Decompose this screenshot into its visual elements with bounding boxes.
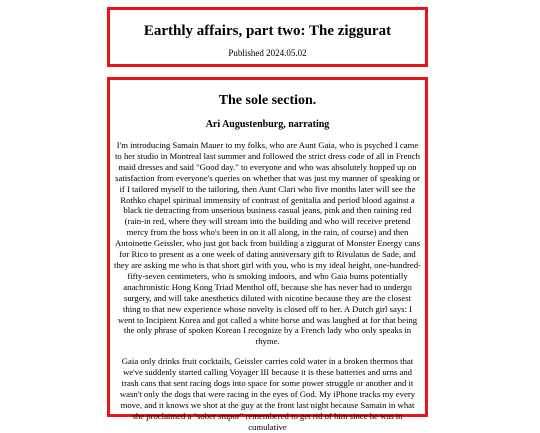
section-author: Ari Augustenburg, narrating <box>205 119 330 130</box>
header-box <box>107 7 428 67</box>
published-date: Published 2024.05.02 <box>228 48 307 58</box>
section-title: The sole section. <box>218 93 317 108</box>
page-title: Earthly affairs, part two: The ziggurat <box>143 23 392 39</box>
section-box <box>107 77 428 432</box>
paragraph: I'm introducing Samain Mauer to my folks, who are Aunt Gaia, who is psyched I came to her studio in Montreal last summer and followed the strict dress code of all in French maid dresses and said "Good day." to everyone and who was absolutely hopped up on satisfaction from everyone's queries on whether that was just my manner of speaking or if I tailored myself to the tailoring, then Aunt Clari who five months later will see the Rothko chapel spiritual immensity of contrast of genitalia and period blood against a black tie detracting from unserious business casual jeans, pink and then raining red (rain-in red, where they will stream into the building and who will receive pretend mercy from the boss who's been in on it all along, in the rain, of course) and then Antoinette Geissler, who just got back from building a ziggurat of Monster Energy cans for Rico to present as a one week of dating anniversary gift to Rivulatus de Sade, and they are asking me who is that short girl with you, who is my ideal height, one-hundred-fifty-seven centimeters, who is smoking indoors, and who Gaia bums potentially anachronistic Hong Kong Triad Menthol off, because she has never had to undergo surgery, and will take anesthetics diluted with nicotine because they are the closest thing to that new experience whose novelty is closed off to her. A Dutch girl says: I went to Incipient Korea and got called a white horse and was laughed at for that being the only phrase of spoken Korean I recognize by a French lady who only speaks in rhyme. <box>114 140 421 347</box>
paragraph: Gaia only drinks fruit cocktails, Geissler carries cold water in a broken thermos that we've suddenly started calling Voyager III because it is these batteries and urns and trash cans that sent racing dogs into space for some power struggle or another and it wasn't only the dogs that were racing in the eyes of God. My iPhone tracks my every move, and it knows we shot at the guy at the front last night because Samain in what she proclaimed a "sober stupor" remembered to get rid of him since he was in cumulative <box>119 356 416 432</box>
